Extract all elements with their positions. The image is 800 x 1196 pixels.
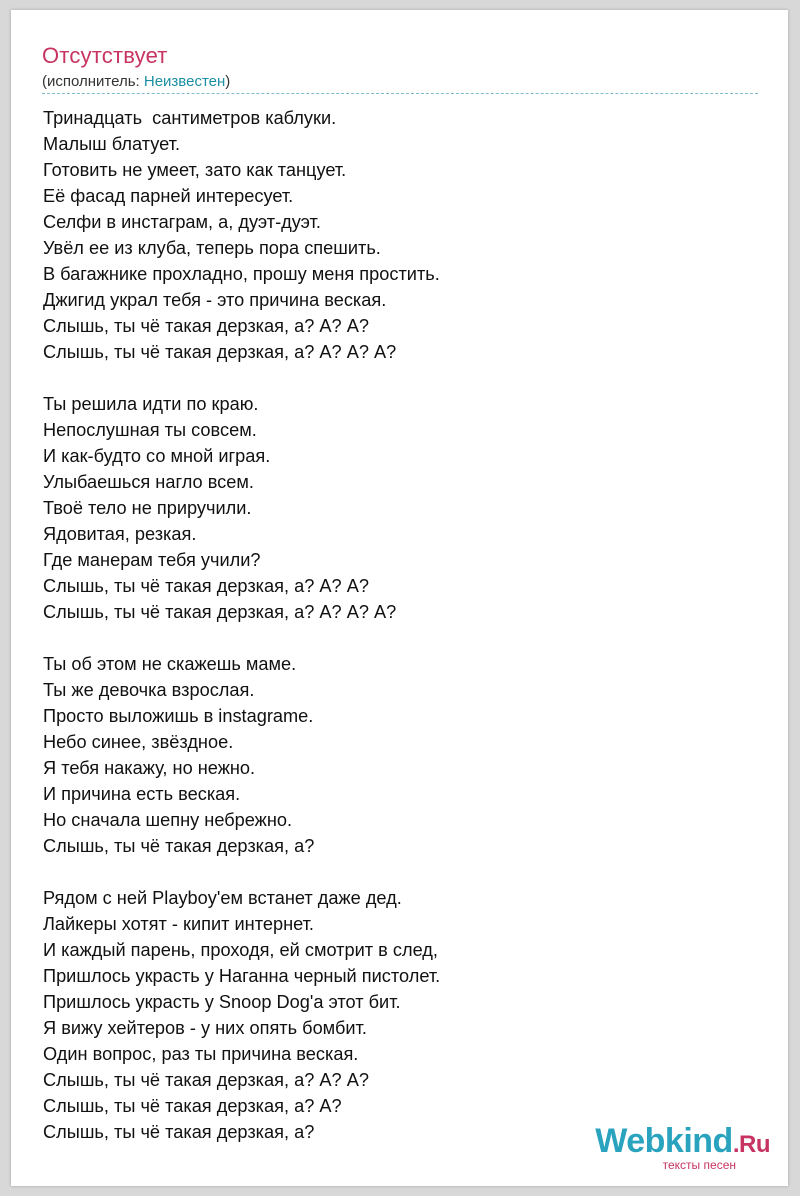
lyric-line: Улыбаешься нагло всем. [43,472,254,492]
lyric-line: Слышь, ты чё такая дерзкая, а? А? А? [43,576,369,596]
stanza-gap [43,625,743,651]
lyric-line: Пришлось украсть у Наганна черный пистолет. [43,966,441,986]
lyric-line: Рядом с ней Playboy'ем встанет даже дед. [43,888,402,908]
lyric-line: Джигид украл тебя - это причина веская. [43,290,387,310]
lyric-line: Слышь, ты чё такая дерзкая, а? [43,836,315,856]
lyric-line: Небо синее, звёздное. [43,732,234,752]
logo-domain: .Ru [732,1131,770,1158]
lyric-line: Малыш блатует. [43,134,181,154]
lyric-line: Тринадцать сантиметров каблуки. [43,108,337,128]
lyric-line: Лайкеры хотят - кипит интернет. [43,914,314,934]
artist-link[interactable]: Неизвестен [143,73,226,90]
lyric-line: Увёл ее из клуба, теперь пора спешить. [43,238,381,258]
lyric-line: Слышь, ты чё такая дерзкая, а? А? А? А? [43,602,397,622]
lyric-line: Слышь, ты чё такая дерзкая, а? А? [43,1096,342,1116]
lyric-line: Ядовитая, резкая. [43,524,197,544]
logo-tagline: тексты песен [662,1158,736,1172]
site-logo[interactable] [595,1124,770,1172]
lyrics-text [43,105,743,1145]
lyric-line: Я вижу хейтеров - у них опять бомбит. [43,1018,367,1038]
artist-suffix: ) [225,73,231,90]
song-title: Отсутствует [42,43,168,68]
lyrics-page [11,10,788,1186]
artist-prefix: (исполнитель: [42,73,144,90]
lyric-line: Её фасад парней интересует. [43,186,294,206]
divider [42,93,758,94]
lyric-line: Селфи в инстаграм, а, дуэт-дуэт. [43,212,321,232]
artist-line [42,73,230,90]
lyric-line: И каждый парень, проходя, ей смотрит в след, [43,940,438,960]
lyric-line: Ты об этом не скажешь маме. [43,654,297,674]
lyric-line: Слышь, ты чё такая дерзкая, а? [43,1122,315,1142]
lyric-line: И причина есть веская. [43,784,241,804]
lyric-line: Я тебя накажу, но нежно. [43,758,256,778]
lyric-line: Непослушная ты совсем. [43,420,257,440]
logo-wordmark: Webkind [595,1122,733,1160]
lyric-line: Один вопрос, раз ты причина веская. [43,1044,359,1064]
lyric-line: Но сначала шепну небрежно. [43,810,293,830]
lyric-line: Слышь, ты чё такая дерзкая, а? А? А? [43,1070,369,1090]
lyric-line: Просто выложишь в instagrame. [43,706,314,726]
lyric-line: Твоё тело не приручили. [43,498,252,518]
lyric-line: Готовить не умеет, зато как танцует. [43,160,347,180]
lyric-line: Ты же девочка взрослая. [43,680,255,700]
lyric-line: Пришлось украсть у Snoop Dog'a этот бит. [43,992,401,1012]
lyric-line: Слышь, ты чё такая дерзкая, а? А? А? [43,316,369,336]
stanza-gap [43,859,743,885]
lyric-line: Слышь, ты чё такая дерзкая, а? А? А? А? [43,342,397,362]
lyric-line: Ты решила идти по краю. [43,394,259,414]
stanza-gap [43,365,743,391]
lyric-line: В багажнике прохладно, прошу меня простить. [43,264,440,284]
lyric-line: И как-будто со мной играя. [43,446,271,466]
lyric-line: Где манерам тебя учили? [43,550,261,570]
